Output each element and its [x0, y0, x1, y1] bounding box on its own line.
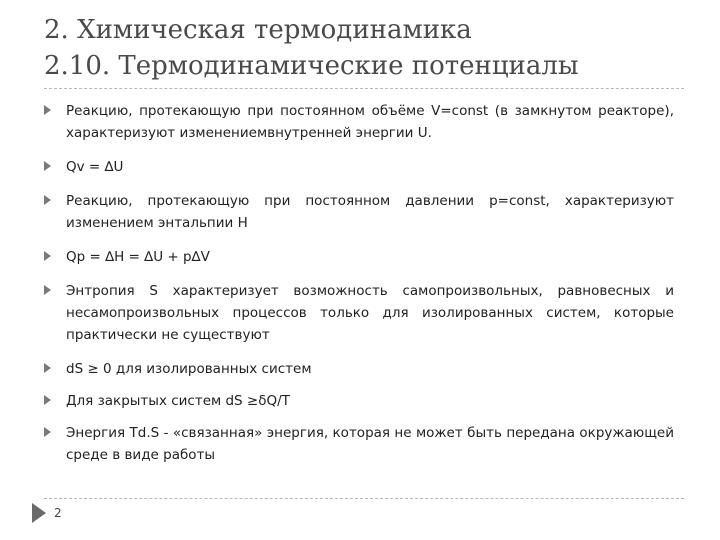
bullet-list — [44, 100, 674, 466]
bullet-arrow-icon — [44, 105, 51, 115]
bullet-text: Qv = ∆U — [66, 159, 124, 175]
title-divider — [44, 88, 684, 89]
slide-title-line-1: 2. Химическая термодинамика — [44, 15, 472, 45]
bullet-item — [44, 390, 674, 412]
bullet-text: Qp = ∆H = ∆U + p∆V — [66, 249, 210, 265]
bullet-text: dS ≥ 0 для изолированных систем — [66, 361, 312, 377]
bullet-text: Энергия Td.S - «связанная» энергия, которая не может быть передана окружающей среде в виде работы — [66, 425, 674, 463]
slide-title-line-2: 2.10. Термодинамические потенциалы — [44, 51, 579, 81]
bullet-arrow-icon — [44, 427, 51, 437]
bullet-item — [44, 246, 674, 268]
bullet-text: Реакцию, протекающую при постоянном объёме V=const (в замкнутом реакторе), характеризуют изменениемвнутренней энергии U. — [66, 103, 674, 141]
bullet-item — [44, 280, 674, 346]
bullet-text: Энтропия S характеризует возможность самопроизвольных, равновесных и несамопроизвольных процессов только для изолированных систем, которые практически не существуют — [66, 283, 674, 343]
bullet-item — [44, 190, 674, 234]
page-number: 2 — [54, 506, 62, 520]
bullet-text: Для закрытых систем dS ≥δQ/T — [66, 393, 290, 409]
bullet-item — [44, 358, 674, 380]
bullet-arrow-icon — [44, 161, 51, 171]
bullet-item — [44, 422, 674, 466]
bullet-arrow-icon — [44, 395, 51, 405]
footer-divider — [44, 498, 684, 499]
bullet-arrow-icon — [44, 363, 51, 373]
bullet-arrow-icon — [44, 285, 51, 295]
bullet-item — [44, 100, 674, 144]
bullet-arrow-icon — [44, 195, 51, 205]
bullet-text: Реакцию, протекающую при постоянном давлении p=const, характеризуют изменением энтальпии Н — [66, 193, 674, 231]
page-arrow-icon — [32, 503, 46, 523]
slide-title — [44, 12, 684, 84]
bullet-arrow-icon — [44, 251, 51, 261]
bullet-item — [44, 156, 674, 178]
